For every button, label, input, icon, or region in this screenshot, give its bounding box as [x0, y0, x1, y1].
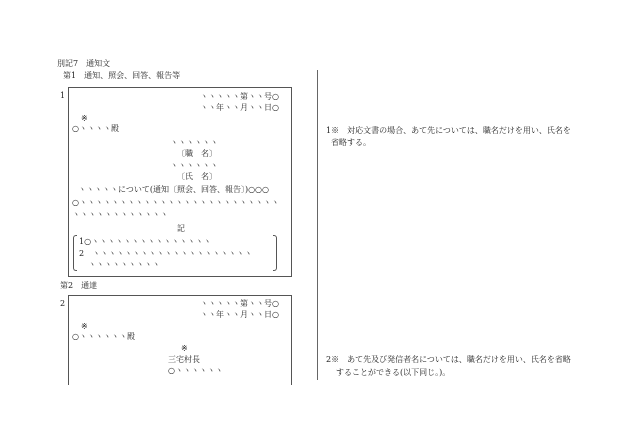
page-title: 別記7 通知文	[57, 59, 111, 68]
form1-item-1: 1○ヽヽヽヽヽヽヽヽヽヽヽヽヽヽヽ	[79, 237, 212, 246]
note-1-line-1: 1※ 対応文書の場合、あて先については、職名だけを用い、氏名を	[326, 126, 571, 135]
form1-subject: ヽヽヽヽヽについて(通知〔照会、回答、報告〕)○○○	[78, 185, 270, 194]
form1-org: ヽヽヽヽヽヽ	[170, 138, 218, 147]
form1-ki-heading: 記	[177, 224, 185, 233]
form2-date: ヽヽ年ヽヽ月ヽヽ日○	[200, 310, 279, 319]
note-2-line-2: することができる(以下同じ。)。	[336, 368, 451, 377]
note-2-line-1: 2※ あて先及び発信者名については、職名だけを用い、氏名を省略	[326, 355, 571, 364]
form1-item-2-cont: ヽヽヽヽヽヽヽヽヽ	[88, 260, 160, 269]
form2-doc-number: ヽヽヽヽヽ第ヽヽ号○	[200, 299, 279, 308]
form1-body-line-2: ヽヽヽヽヽヽヽヽヽヽヽヽ	[72, 210, 168, 219]
form1-name-label: 〔氏 名〕	[177, 172, 217, 181]
form1-addressee: ○ヽヽヽヽ殿	[72, 124, 119, 133]
section-heading-2: 第2 通達	[60, 281, 98, 290]
form1-items-bracket-left	[73, 235, 77, 271]
form2-number: 2	[60, 299, 66, 308]
form1-body-line-1: ○ヽヽヽヽヽヽヽヽヽヽヽヽヽヽヽヽヽヽヽヽヽヽヽヽヽ	[72, 198, 279, 207]
form1-note-mark: ※	[81, 114, 88, 123]
form1-doc-number: ヽヽヽヽヽ第ヽヽ号○	[200, 92, 279, 101]
form2-sender-note-mark: ※	[181, 344, 188, 353]
section-heading-1: 第1 通知、照会、回答、報告等	[63, 71, 181, 80]
column-divider	[317, 70, 318, 380]
form1-title-label: 〔職 名〕	[177, 149, 217, 158]
form2-sender-sub: ○ヽヽヽヽヽヽ	[168, 366, 223, 375]
form1-date: ヽヽ年ヽヽ月ヽヽ日○	[200, 103, 279, 112]
form2-addressee: ○ヽヽヽヽヽヽ殿	[72, 332, 135, 341]
form1-org-2: ヽヽヽヽヽヽ	[170, 161, 218, 170]
form2-note-mark: ※	[81, 322, 88, 331]
form1-item-2: 2 ヽヽヽヽヽヽヽヽヽヽヽヽヽヽヽヽヽヽヽヽ	[79, 249, 253, 258]
form1-number: 1	[60, 91, 66, 100]
note-1-line-2: 省略する。	[331, 138, 371, 147]
form2-sender: 三宅村長	[168, 355, 200, 364]
form1-items-bracket-right	[273, 235, 277, 271]
